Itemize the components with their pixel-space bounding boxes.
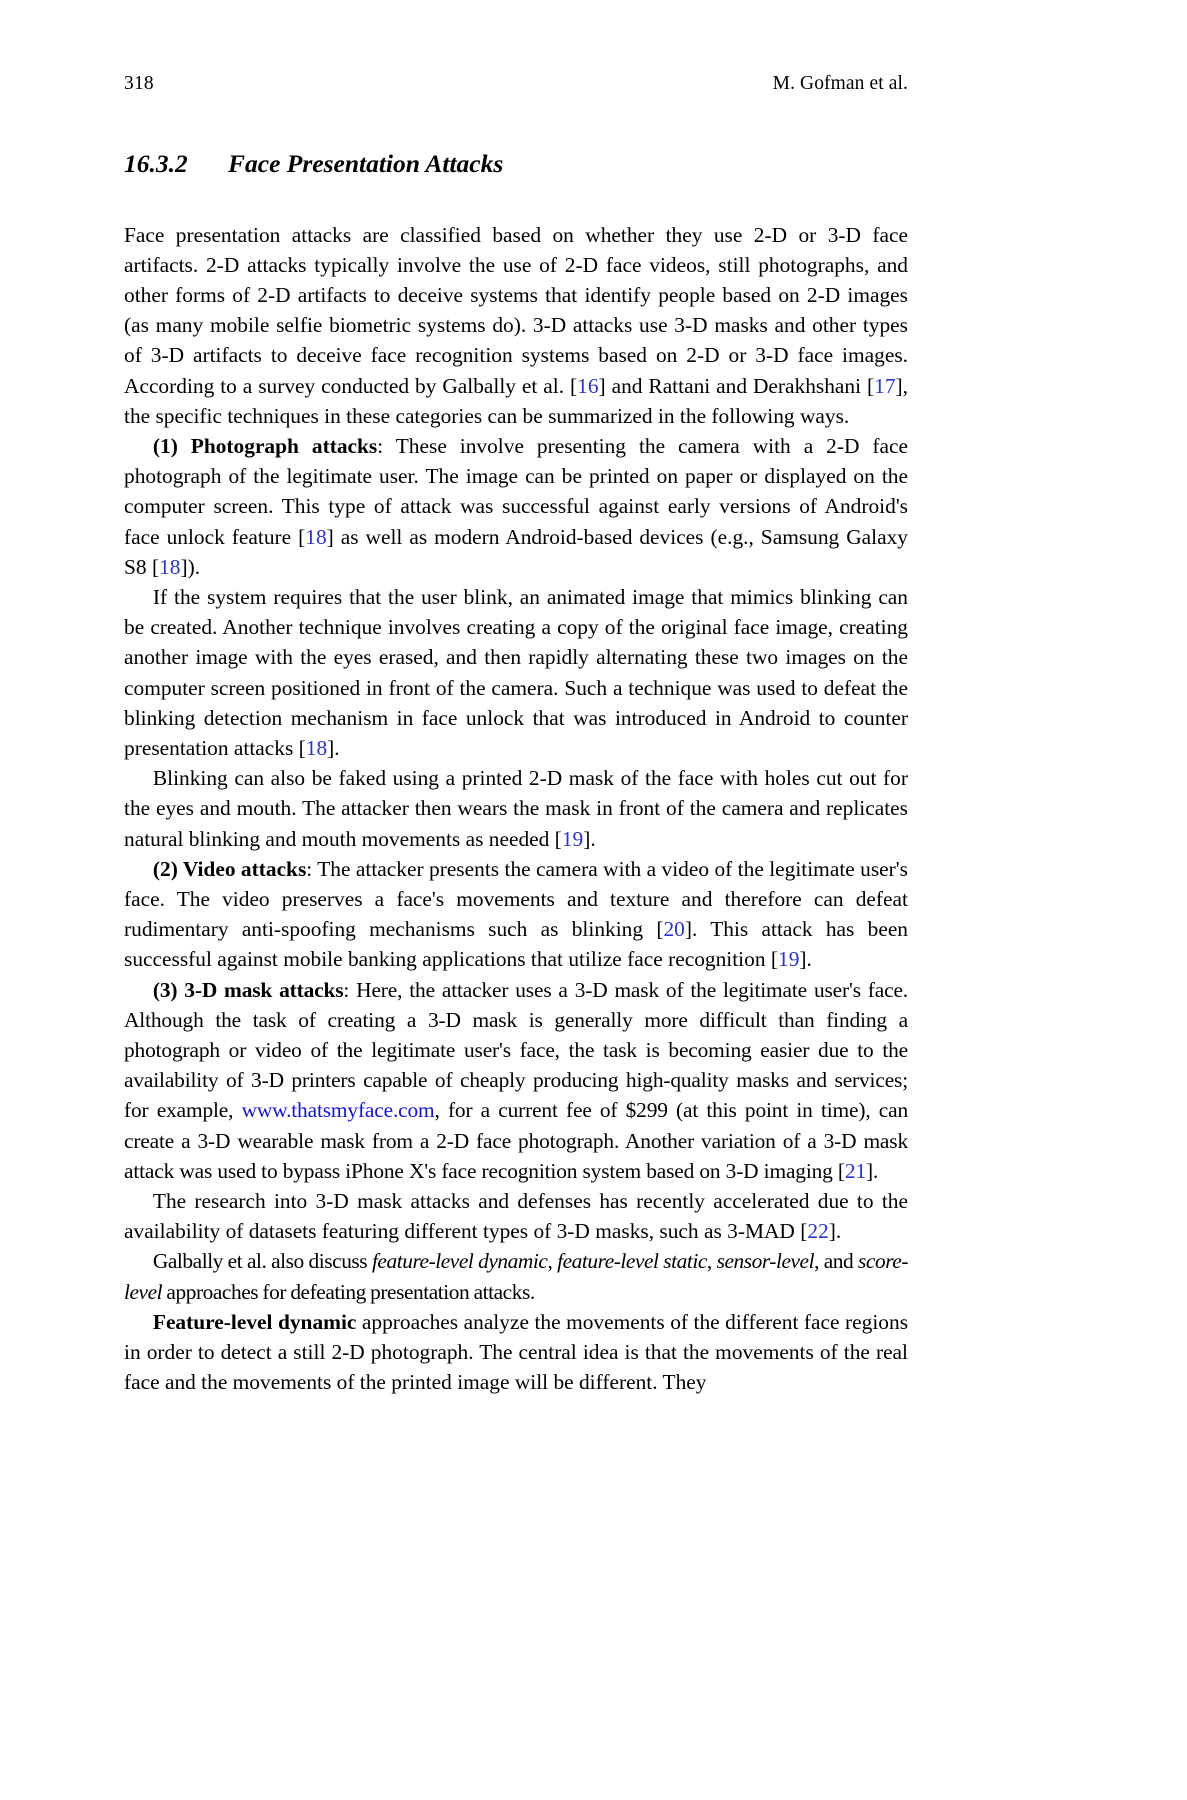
running-head-authors: M. Gofman et al.	[772, 73, 908, 94]
text-run: ].	[866, 1158, 879, 1183]
paragraph-photograph-attacks	[124, 431, 908, 582]
page-number: 318	[124, 73, 154, 94]
text-run: ].	[799, 947, 812, 972]
term-score-level: score-level	[124, 1249, 908, 1304]
run-in-label-video-attacks: (2) Video attacks	[152, 856, 307, 881]
text-run: ] and Rattani and Derakhshani [	[598, 373, 875, 398]
citation-link-19[interactable]: 19	[778, 947, 800, 972]
text-run: If the system requires that the user blink, an animated image that mimics blinking can be created. Another technique involves creating a copy of the original face image, creating another image with the eyes erased, and then rapidly alternating these two images on the computer screen positioned in front of the camera. Such a technique was used to defeat the blinking detection mechanism in face unlock that was introduced in Android to counter presentation attacks [	[124, 584, 908, 760]
text-run: ].	[327, 736, 340, 760]
run-in-label-3d-mask-attacks: (3) 3-D mask attacks	[152, 977, 344, 1002]
text-run: ], the specific techniques in these categories can be summarized in the following ways.	[124, 373, 908, 428]
citation-link-19[interactable]: 19	[561, 826, 584, 851]
citation-link-22[interactable]: 22	[807, 1219, 829, 1244]
text-run: ,	[706, 1249, 717, 1274]
citation-link-18[interactable]: 18	[305, 736, 328, 760]
citation-link-20[interactable]: 20	[663, 917, 685, 942]
term-sensor-level: sensor-level	[716, 1249, 815, 1274]
section-heading	[124, 150, 908, 178]
citation-link-17[interactable]: 17	[874, 373, 896, 398]
text-run: : These involve presenting the camera with a 2-D face photograph of the legitimate user. The image can be printed on paper or displayed on the computer screen. This type of attack was successful against early versions of Android's face unlock feature [	[124, 433, 908, 549]
text-run: , and	[814, 1249, 859, 1274]
text-run: The research into 3-D mask attacks and defenses has recently accelerated due to the availability of datasets featuring different types of 3-D masks, such as 3-MAD [	[124, 1189, 908, 1244]
citation-link-18[interactable]: 18	[305, 524, 327, 549]
section-number: 16.3.2	[124, 148, 188, 178]
citation-link-16[interactable]: 16	[577, 373, 599, 398]
text-run: ]).	[180, 554, 201, 579]
term-feature-level-static: feature-level static	[557, 1249, 707, 1274]
text-run: Face presentation attacks are classified based on whether they use 2-D or 3-D face artifacts. 2-D attacks typically involve the use of 2-D face videos, still photographs, and other forms of 2-D artifacts to deceive systems that identify people based on 2-D images (as many mobile selfie biometric systems do). 3-D attacks use 3-D masks and other types of 3-D artifacts to deceive face recognition systems based on 2-D or 3-D face images. According to a survey conducted by Galbally et al. [	[124, 222, 908, 398]
run-in-label-photograph-attacks: (1) Photograph attacks	[152, 433, 378, 458]
text-run: ]. This attack has been successful against mobile banking applications that utilize face recognition [	[124, 917, 909, 972]
paragraph-feature-level-dynamic	[124, 1307, 908, 1398]
text-run: , for a current fee of $299 (at this point in time), can create a 3-D wearable mask from a 2-D face photograph. Another variation of a 3-D mask attack was used to bypass iPhone X's face recognition system based on 3-D imaging [	[124, 1098, 908, 1183]
citation-link-18[interactable]: 18	[159, 554, 181, 579]
external-url-thatsmyface[interactable]: www.thatsmyface.com	[241, 1098, 435, 1123]
text-run: approaches analyze the movements of the different face regions in order to detect a still 2-D photograph. The central idea is that the movements of the real face and the movements of the printed image will be different. They	[124, 1309, 909, 1395]
run-in-label-feature-level-dynamic: Feature-level dynamic	[152, 1309, 357, 1334]
paragraph-video-attacks	[124, 854, 908, 975]
text-run: : Here, the attacker uses a 3-D mask of the legitimate user's face. Although the task of creating a 3-D mask is generally more difficult than finding a photograph or video of the legitimate user's face, the task is becoming easier due to the availability of 3-D printers capable of cheaply producing high-quality masks and services; for example,	[124, 977, 908, 1123]
text-run: : The attacker presents the camera with a video of the legitimate user's face. The video preserves a face's movements and texture and therefore can defeat rudimentary anti-spoofing mechanisms such as blinking [	[124, 856, 908, 942]
paragraph-intro	[124, 220, 908, 431]
text-run: approaches for defeating presentation attacks.	[162, 1279, 535, 1304]
section-title: Face Presentation Attacks	[228, 148, 504, 178]
citation-link-21[interactable]: 21	[844, 1158, 866, 1183]
text-run: Blinking can also be faked using a printed 2-D mask of the face with holes cut out for the eyes and mouth. The attacker then wears the mask in front of the camera and replicates natural blinking and mouth movements as needed [	[124, 766, 908, 851]
term-feature-level-dynamic: feature-level dynamic	[371, 1249, 548, 1274]
text-run: ,	[547, 1249, 558, 1274]
page-content	[124, 74, 908, 1397]
paragraph-printed-mask-blinking	[124, 763, 908, 854]
text-run: ].	[583, 826, 596, 851]
paragraph-approach-categories	[124, 1246, 908, 1306]
paragraph-blink-animation	[124, 582, 908, 763]
text-run: ].	[828, 1219, 842, 1244]
text-run: ] as well as modern Android-based devices (e.g., Samsung Galaxy S8 [	[124, 524, 908, 579]
running-head	[124, 74, 908, 94]
text-run: Galbally et al. also discuss	[152, 1249, 372, 1274]
paragraph-3d-mask-attacks	[124, 975, 908, 1186]
paragraph-3d-mask-research	[124, 1186, 908, 1246]
